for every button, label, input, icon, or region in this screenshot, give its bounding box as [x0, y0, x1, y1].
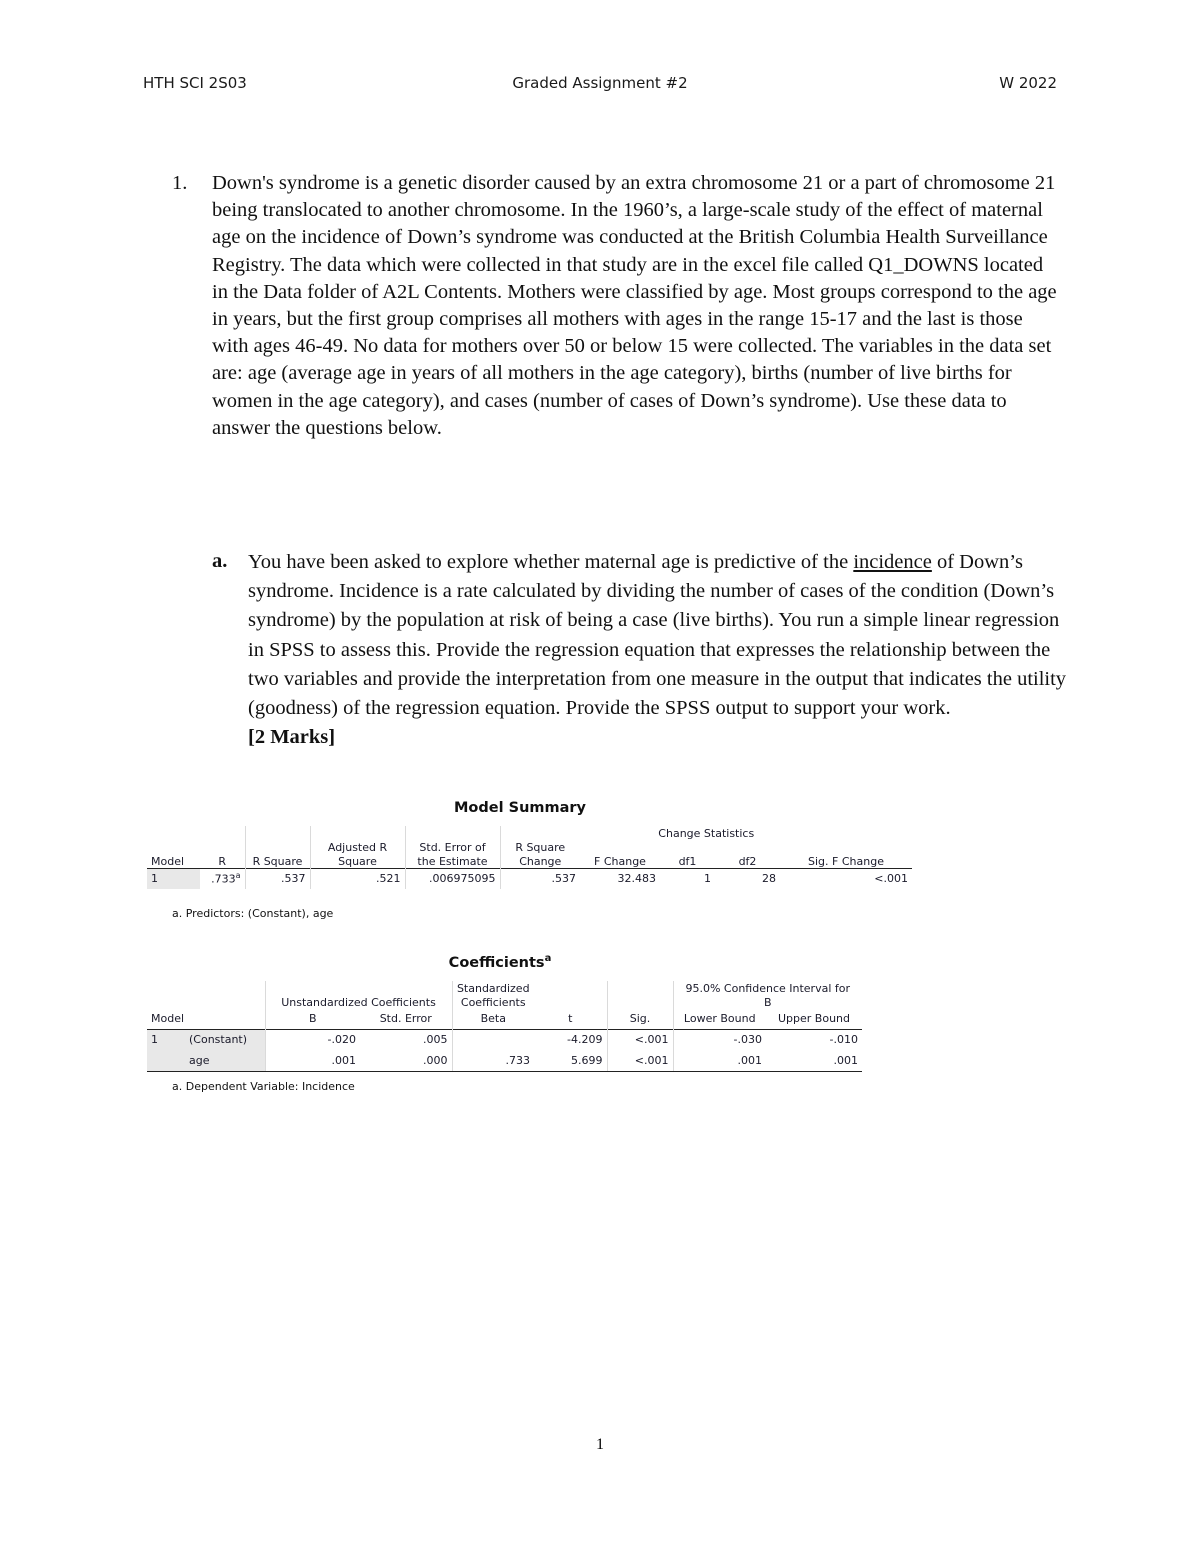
question-1-text: Down's syndrome is a genetic disorder caused by an extra chromosome 21 or a part of chromosome 21 being translocated to another chromosome. In the 1960’s, a large-scale study of the effect of maternal age on the incidence of Down’s syndrome was conducted at the British Columbia Health Surveillance Registry. The data which were collected in that study are in the excel file called Q1_DOWNS located in the Data folder of A2L Contents. Mothers were classified by age. Most groups correspond to the age in years, but the first group comprises all mothers with ages in the range 15-17 and the last is those with ages 46-49. No data for mothers over 50 or below 15 were collected. The variables in the data set are: age (average age in years of all mothers in the age category), births (number of live births for women in the age category), and cases (number of cases of Down’s syndrome). Use these data to answer the questions below.: [212, 172, 1057, 439]
question-a: [212, 548, 1072, 752]
question-a-marks: [2 Marks]: [248, 726, 336, 749]
beta-header: Beta: [452, 1009, 534, 1029]
coefficients-title: Coefficients$^a$: [448, 953, 552, 971]
coef-model-header: Model: [151, 1012, 185, 1026]
question-1: [172, 170, 1062, 442]
coefficients-table: Standardized 95.0% Confidence Interval for Unstandardized Coefficients Coefficients B Model B Std. Error Beta t Sig. Lower Bound Upper Bound 1 (Constant) -.020 .005 -4.209 <.001 -.030 -.010 age .001 .000 .733 5.699 <.001 .001 .001: [147, 981, 862, 1072]
header-course-code: HTH SCI 2S03: [143, 74, 247, 92]
table-row: 1 .733$^a$ .537 .521 .006975095 .537 32.483 1 28 <.001: [147, 869, 912, 889]
sig-f-header: Sig. F Change: [808, 854, 884, 868]
t-header: t: [568, 1012, 573, 1026]
df2-header: df2: [738, 854, 757, 868]
sig-header: Sig.: [607, 1009, 673, 1029]
b-header: B: [265, 1009, 360, 1029]
rsq-change-header: R Square: [500, 840, 580, 854]
incidence-underlined: incidence: [853, 551, 932, 573]
std-error-header: Std. Error of: [405, 840, 500, 854]
confidence-interval-header: 95.0% Confidence Interval for: [673, 981, 862, 995]
table-row: 1 (Constant) -.020 .005 -4.209 <.001 -.030 -.010: [147, 1029, 862, 1050]
unstandardized-header: Unstandardized Coefficients: [265, 995, 452, 1009]
page-number: 1: [596, 1436, 604, 1453]
change-statistics-header: Change Statistics: [500, 826, 912, 840]
question-a-label: a.: [212, 550, 228, 572]
header-assignment-title: Graded Assignment #2: [512, 74, 688, 92]
header-term: W 2022: [999, 74, 1057, 92]
adj-r-square-header: Adjusted R: [310, 840, 405, 854]
table-row: age .001 .000 .733 5.699 <.001 .001 .001: [147, 1050, 862, 1071]
coefficients-footnote: a. Dependent Variable: Incidence: [172, 1080, 355, 1093]
r-header: R: [218, 854, 227, 868]
model-summary-footnote: a. Predictors: (Constant), age: [172, 907, 334, 920]
r-value: .733$^a$: [200, 869, 245, 889]
upper-bound-header: Upper Bound: [777, 1012, 850, 1026]
model-header: Model: [151, 854, 185, 868]
f-change-header: F Change: [594, 854, 646, 868]
lower-bound-header: Lower Bound: [673, 1009, 766, 1029]
r-square-header: R Square: [245, 854, 310, 869]
model-summary-table: Change Statistics Adjusted R Std. Error of R Square Model R R Square Square the Estimate Change F Change df1 df2 Sig. F Change 1 .733$^a$ .537 .521 .006975095 .537 32.483 1 28 <.001: [147, 826, 912, 889]
model-summary-title: Model Summary: [454, 800, 586, 816]
standardized-header: Standardized: [452, 981, 534, 995]
question-a-text: You have been asked to explore whether maternal age is predictive of the incidence of Down’s syndrome. Incidence is a rate calculated by dividing the number of cases of the condition (Down’s syndrome) by the population at risk of being a case (live births). You run a simple linear regression in SPSS to assess this. Provide the regression equation that expresses the relationship between the two variables and provide the interpretation from one measure in the output that indicates the utility (goodness) of the regression equation. Provide the SPSS output to support your work. [2 Marks]: [248, 551, 1067, 749]
df1-header: df1: [678, 854, 697, 868]
std-error-col-header: Std. Error: [379, 1012, 432, 1026]
question-1-number: 1.: [172, 172, 188, 194]
